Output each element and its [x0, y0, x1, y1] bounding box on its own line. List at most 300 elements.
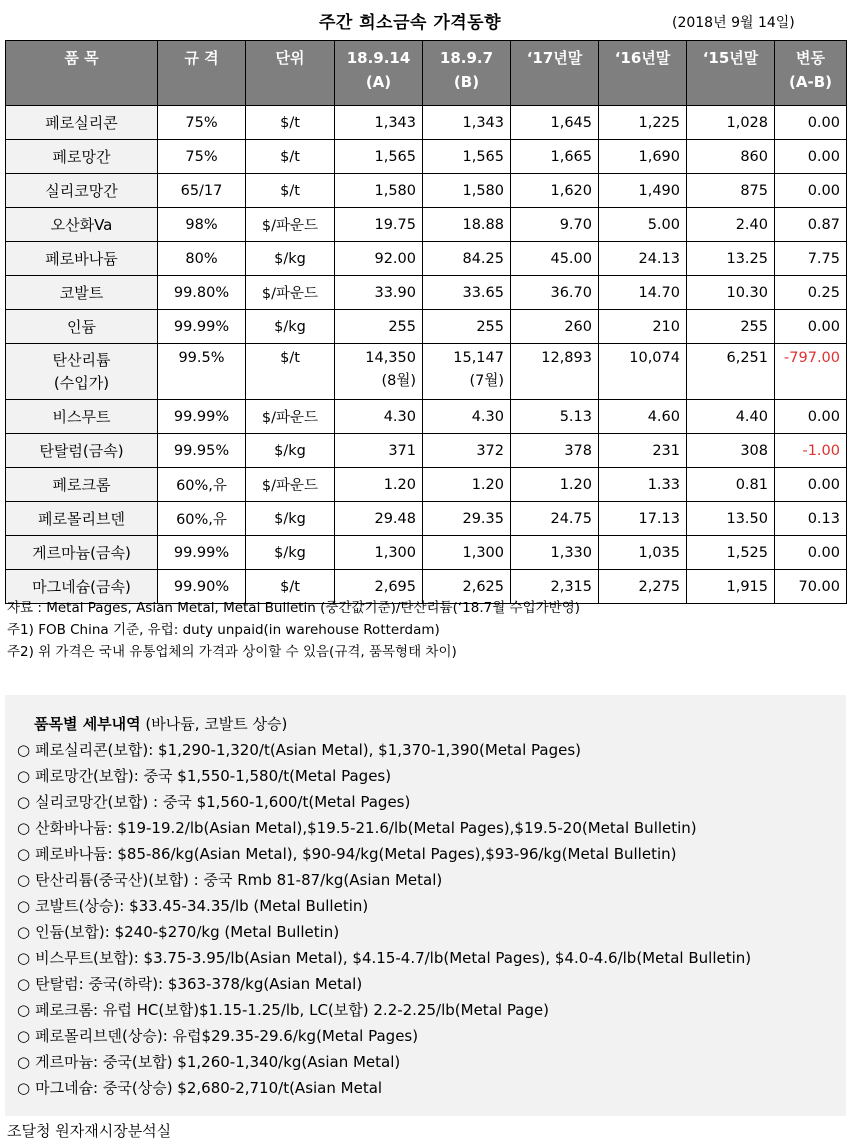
cell-price-a — [335, 174, 423, 208]
cell-change-value: 0.00 — [807, 544, 840, 561]
cell-end-2016-value: 210 — [652, 318, 680, 335]
cell-unit — [246, 344, 335, 400]
cell-item-value: 탄탈럼(금속) — [39, 442, 124, 460]
cell-end-2016-value: 1,035 — [638, 544, 680, 561]
cell-change — [775, 400, 847, 434]
cell-unit-value: $/t — [280, 114, 300, 131]
cell-price-a-value: 1,580 — [374, 182, 416, 199]
cell-price-a-value: 371 — [388, 442, 416, 459]
column-header — [599, 41, 687, 106]
page-title: 주간 희소금속 가격동향 — [318, 13, 502, 33]
cell-price-a — [335, 140, 423, 174]
cell-spec — [158, 242, 246, 276]
cell-change-value: 0.13 — [807, 510, 840, 527]
cell-unit — [246, 536, 335, 570]
cell-spec — [158, 106, 246, 140]
cell-end-2017-value: 1,665 — [550, 148, 592, 165]
cell-end-2016 — [599, 344, 687, 400]
cell-unit — [246, 276, 335, 310]
cell-unit — [246, 310, 335, 344]
cell-change-value: 0.00 — [807, 182, 840, 199]
cell-price-a-value: 1,343 — [374, 114, 416, 131]
column-header-line1: ‘15년말 — [702, 49, 759, 67]
column-header — [6, 41, 158, 106]
cell-item-value: 실리코망간 — [45, 182, 118, 200]
column-header — [423, 41, 511, 106]
cell-item — [6, 468, 158, 502]
circle-bullet-icon: ○ — [17, 1027, 31, 1045]
detail-heading — [34, 713, 287, 734]
cell-spec-value: 99.5% — [178, 350, 225, 366]
cell-unit — [246, 106, 335, 140]
cell-item — [6, 502, 158, 536]
detail-section — [5, 695, 846, 1116]
detail-item-text: 탄탈럼: 중국(하락): $363-378/kg(Asian Metal) — [35, 975, 363, 993]
cell-price-b-value: 4.30 — [471, 408, 504, 425]
cell-end-2016 — [599, 400, 687, 434]
cell-price-a-sub: (8월) — [381, 373, 416, 389]
cell-spec-value: 80% — [185, 250, 218, 267]
cell-change-value: 0.00 — [807, 476, 840, 493]
cell-end-2016-value: 5.00 — [647, 216, 680, 233]
cell-end-2016 — [599, 106, 687, 140]
circle-bullet-icon: ○ — [17, 1001, 31, 1019]
detail-item — [17, 789, 751, 815]
detail-item-text: 실리코망간(보합) : 중국 $1,560-1,600/t(Metal Pages) — [35, 793, 411, 811]
column-header — [158, 41, 246, 106]
cell-end-2015-value: 0.81 — [735, 476, 768, 493]
cell-unit-value: $/파운드 — [261, 410, 319, 426]
cell-end-2017-value: 5.13 — [559, 408, 592, 425]
cell-price-b-value: 1,580 — [462, 182, 504, 199]
cell-price-a-value: 92.00 — [374, 250, 416, 267]
cell-price-b — [423, 310, 511, 344]
table-row — [6, 276, 847, 310]
cell-item-value: 페로몰리브덴 — [38, 510, 125, 528]
cell-change — [775, 570, 847, 604]
cell-price-a-value: 1,565 — [374, 148, 416, 165]
cell-item — [6, 310, 158, 344]
cell-item-value: 페로바나듐 — [45, 250, 118, 268]
cell-end-2015 — [687, 242, 775, 276]
cell-item — [6, 174, 158, 208]
column-header-line1: 18.9.7 — [439, 49, 494, 67]
cell-change — [775, 536, 847, 570]
column-header-line2: (A) — [365, 73, 392, 91]
cell-end-2015 — [687, 174, 775, 208]
cell-change — [775, 344, 847, 400]
detail-item-text: 마그네슘: 중국(상승) $2,680-2,710/t(Asian Metal — [35, 1079, 383, 1097]
cell-end-2017-value: 260 — [564, 318, 592, 335]
cell-item — [6, 208, 158, 242]
cell-item — [6, 400, 158, 434]
cell-change — [775, 106, 847, 140]
cell-end-2017 — [511, 276, 599, 310]
cell-end-2016-value: 1.33 — [647, 476, 680, 493]
cell-end-2015-value: 1,525 — [726, 544, 768, 561]
circle-bullet-icon: ○ — [17, 871, 31, 889]
cell-end-2015 — [687, 276, 775, 310]
cell-price-b-value: 1.20 — [471, 476, 504, 493]
detail-item-text: 게르마늄: 중국(보합) $1,260-1,340/kg(Asian Metal) — [35, 1053, 401, 1071]
cell-end-2015-value: 2.40 — [735, 216, 768, 233]
cell-price-b — [423, 140, 511, 174]
cell-end-2017 — [511, 344, 599, 400]
detail-item — [17, 997, 751, 1023]
cell-end-2016 — [599, 502, 687, 536]
cell-unit-value: $/t — [280, 578, 300, 595]
cell-end-2017 — [511, 536, 599, 570]
cell-change — [775, 242, 847, 276]
cell-spec — [158, 174, 246, 208]
detail-item — [17, 1075, 751, 1101]
cell-price-a-value: 255 — [388, 318, 416, 335]
cell-change-value: -1.00 — [802, 442, 840, 459]
cell-unit — [246, 208, 335, 242]
cell-end-2017 — [511, 242, 599, 276]
cell-price-a — [335, 242, 423, 276]
cell-price-b-sub: (7월) — [469, 373, 504, 389]
note-1: 주1) FOB China 기준, 유럽: duty unpaid(in warehouse Rotterdam) — [7, 622, 440, 638]
table-row — [6, 208, 847, 242]
cell-change-value: 70.00 — [798, 578, 840, 595]
circle-bullet-icon: ○ — [17, 767, 31, 785]
cell-end-2015 — [687, 344, 775, 400]
cell-end-2016 — [599, 242, 687, 276]
table-row — [6, 400, 847, 434]
cell-end-2016-value: 17.13 — [638, 510, 680, 527]
detail-item — [17, 919, 751, 945]
cell-end-2016 — [599, 174, 687, 208]
cell-price-b — [423, 106, 511, 140]
cell-end-2017 — [511, 502, 599, 536]
cell-item-value: 탄산리튬 — [52, 350, 111, 369]
cell-end-2015-value: 1,915 — [726, 578, 768, 595]
cell-end-2017-value: 1,620 — [550, 182, 592, 199]
cell-item-value: 오산화Va — [50, 216, 113, 234]
column-header-line1: 규 격 — [184, 49, 219, 67]
cell-end-2016-value: 1,225 — [638, 114, 680, 131]
detail-item-text: 코발트(상승): $33.45-34.35/lb (Metal Bulletin) — [35, 897, 369, 915]
note-source: 자료 : Metal Pages, Asian Metal, Metal Bulletin (중간값기준)/탄산리튬(‘18.7월 수입가반영) — [7, 600, 581, 616]
detail-item — [17, 1049, 751, 1075]
cell-item — [6, 344, 158, 400]
circle-bullet-icon: ○ — [17, 949, 31, 967]
cell-price-a — [335, 400, 423, 434]
column-header-line1: ‘17년말 — [526, 49, 583, 67]
cell-unit — [246, 140, 335, 174]
cell-price-a — [335, 344, 423, 400]
circle-bullet-icon: ○ — [17, 923, 31, 941]
detail-item-text: 페로망간(보합): 중국 $1,550-1,580/t(Metal Pages) — [35, 767, 392, 785]
cell-unit-value: $/파운드 — [261, 478, 319, 494]
cell-spec — [158, 536, 246, 570]
circle-bullet-icon: ○ — [17, 819, 31, 837]
cell-change — [775, 468, 847, 502]
detail-item — [17, 971, 751, 997]
detail-item-text: 페로실리콘(보합): $1,290-1,320/t(Asian Metal), $1,370-1,390(Metal Pages) — [35, 741, 582, 759]
detail-item — [17, 867, 751, 893]
column-header-line1: 18.9.14 — [346, 49, 411, 67]
column-header — [511, 41, 599, 106]
cell-end-2016-value: 14.70 — [638, 284, 680, 301]
cell-change — [775, 434, 847, 468]
table-row — [6, 140, 847, 174]
cell-end-2017-value: 2,315 — [550, 578, 592, 595]
cell-end-2015-value: 10.30 — [726, 284, 768, 301]
detail-item — [17, 763, 751, 789]
detail-item — [17, 893, 751, 919]
cell-spec-value: 75% — [185, 148, 218, 165]
cell-end-2017 — [511, 468, 599, 502]
cell-unit-value: $/kg — [274, 544, 306, 561]
cell-end-2017-value: 45.00 — [550, 250, 592, 267]
detail-item-text: 탄산리튬(중국산)(보합) : 중국 Rmb 81-87/kg(Asian Metal) — [35, 871, 443, 889]
cell-price-b-value: 33.65 — [462, 284, 504, 301]
cell-spec-value: 98% — [185, 216, 218, 233]
cell-unit-value: $/kg — [274, 510, 306, 527]
cell-price-b — [423, 536, 511, 570]
cell-unit — [246, 174, 335, 208]
cell-end-2017 — [511, 174, 599, 208]
table-header-row — [6, 41, 847, 106]
cell-price-a — [335, 276, 423, 310]
cell-end-2016-value: 10,074 — [629, 350, 680, 366]
cell-item — [6, 434, 158, 468]
cell-unit — [246, 242, 335, 276]
column-header-line2: (A-B) — [789, 73, 832, 91]
cell-end-2015-value: 13.25 — [726, 250, 768, 267]
cell-price-b — [423, 242, 511, 276]
cell-end-2016 — [599, 536, 687, 570]
cell-end-2015-value: 875 — [740, 182, 768, 199]
cell-unit-value: $/t — [280, 182, 300, 199]
detail-list — [17, 737, 751, 1101]
table-row — [6, 468, 847, 502]
cell-spec — [158, 502, 246, 536]
cell-price-a — [335, 434, 423, 468]
cell-price-a-value: 29.48 — [374, 510, 416, 527]
cell-end-2017-value: 378 — [564, 442, 592, 459]
cell-end-2016-value: 1,690 — [638, 148, 680, 165]
cell-end-2016 — [599, 570, 687, 604]
cell-item — [6, 106, 158, 140]
cell-change-value: -797.00 — [784, 350, 840, 366]
cell-price-b-value: 29.35 — [462, 510, 504, 527]
cell-price-b — [423, 174, 511, 208]
cell-spec-value: 99.99% — [173, 408, 230, 425]
table-row — [6, 434, 847, 468]
cell-price-a-value: 1,300 — [374, 544, 416, 561]
detail-item-text: 비스무트(보합): $3.75-3.95/lb(Asian Metal), $4.15-4.7/lb(Metal Pages), $4.0-4.6/lb(Metal Bulletin) — [35, 949, 752, 967]
cell-end-2016 — [599, 310, 687, 344]
cell-price-a-value: 14,350 — [365, 350, 416, 366]
cell-change — [775, 502, 847, 536]
cell-end-2016 — [599, 208, 687, 242]
cell-price-b — [423, 344, 511, 400]
cell-price-b — [423, 208, 511, 242]
cell-end-2015 — [687, 400, 775, 434]
cell-end-2016 — [599, 140, 687, 174]
table-row — [6, 242, 847, 276]
column-header-line2: (B) — [453, 73, 480, 91]
column-header-line1: 변동 — [796, 49, 825, 67]
cell-spec — [158, 400, 246, 434]
cell-end-2017-value: 1.20 — [559, 476, 592, 493]
cell-end-2015 — [687, 536, 775, 570]
cell-unit-value: $/kg — [274, 250, 306, 267]
cell-end-2017-value: 36.70 — [550, 284, 592, 301]
column-header — [775, 41, 847, 106]
cell-price-b-value: 2,625 — [462, 578, 504, 595]
cell-spec — [158, 276, 246, 310]
cell-spec — [158, 208, 246, 242]
cell-end-2016-value: 2,275 — [638, 578, 680, 595]
cell-spec-value: 60%,유 — [176, 478, 227, 494]
cell-unit-value: $/파운드 — [261, 218, 319, 234]
cell-end-2015 — [687, 140, 775, 174]
cell-end-2015-value: 13.50 — [726, 510, 768, 527]
cell-price-b-value: 372 — [476, 442, 504, 459]
cell-end-2017 — [511, 310, 599, 344]
table-row — [6, 174, 847, 208]
detail-item-text: 페로바나듐: $85-86/kg(Asian Metal), $90-94/kg(Metal Pages),$93-96/kg(Metal Bulletin) — [35, 845, 677, 863]
table-row — [6, 536, 847, 570]
cell-unit — [246, 434, 335, 468]
cell-price-b — [423, 502, 511, 536]
cell-spec — [158, 140, 246, 174]
cell-end-2015 — [687, 434, 775, 468]
cell-change — [775, 276, 847, 310]
column-header-line1: 품 목 — [64, 49, 99, 67]
column-header — [246, 41, 335, 106]
circle-bullet-icon: ○ — [17, 741, 31, 759]
circle-bullet-icon: ○ — [17, 845, 31, 863]
cell-price-b-value: 18.88 — [462, 216, 504, 233]
cell-change-value: 0.00 — [807, 408, 840, 425]
cell-item-value: 코발트 — [59, 284, 104, 302]
cell-end-2017 — [511, 208, 599, 242]
cell-item — [6, 140, 158, 174]
cell-price-b-value: 84.25 — [462, 250, 504, 267]
cell-end-2016-value: 24.13 — [638, 250, 680, 267]
cell-end-2015-value: 1,028 — [726, 114, 768, 131]
detail-item-text: 페로크롬: 유럽 HC(보합)$1.15-1.25/lb, LC(보합) 2.2-2.25/lb(Metal Page) — [35, 1001, 549, 1019]
cell-item-value: 인듐 — [67, 318, 96, 336]
cell-end-2015 — [687, 502, 775, 536]
column-header — [335, 41, 423, 106]
cell-unit — [246, 468, 335, 502]
circle-bullet-icon: ○ — [17, 975, 31, 993]
detail-item — [17, 841, 751, 867]
source-notes — [7, 597, 580, 663]
column-header-line1: 단위 — [275, 49, 305, 67]
cell-change-value: 0.00 — [807, 148, 840, 165]
cell-end-2015 — [687, 468, 775, 502]
circle-bullet-icon: ○ — [17, 793, 31, 811]
cell-change — [775, 310, 847, 344]
cell-change-value: 0.00 — [807, 318, 840, 335]
note-2: 주2) 위 가격은 국내 유통업체의 가격과 상이할 수 있음(규격, 품목형태 차이) — [7, 644, 457, 660]
table-row — [6, 106, 847, 140]
cell-item-sub: (수입가) — [53, 373, 110, 392]
cell-change-value: 0.87 — [807, 216, 840, 233]
circle-bullet-icon: ○ — [17, 897, 31, 915]
cell-price-b — [423, 276, 511, 310]
cell-end-2016 — [599, 276, 687, 310]
cell-change-value: 0.00 — [807, 114, 840, 131]
cell-price-a-value: 19.75 — [374, 216, 416, 233]
cell-unit — [246, 400, 335, 434]
cell-price-a — [335, 310, 423, 344]
cell-unit — [246, 502, 335, 536]
cell-price-a — [335, 536, 423, 570]
cell-spec-value: 60%,유 — [176, 512, 227, 528]
cell-end-2017-value: 1,645 — [550, 114, 592, 131]
cell-spec — [158, 434, 246, 468]
table-row — [6, 310, 847, 344]
cell-end-2017 — [511, 400, 599, 434]
cell-item-value: 마그네슘(금속) — [32, 578, 131, 596]
cell-price-a — [335, 106, 423, 140]
cell-end-2016 — [599, 468, 687, 502]
cell-end-2017-value: 1,330 — [550, 544, 592, 561]
cell-item — [6, 242, 158, 276]
cell-spec — [158, 344, 246, 400]
circle-bullet-icon: ○ — [17, 1079, 31, 1097]
cell-item-value: 페로망간 — [52, 148, 111, 166]
cell-price-a-value: 1.20 — [383, 476, 416, 493]
cell-end-2017-value: 12,893 — [541, 350, 592, 366]
cell-unit-value: $/kg — [274, 318, 306, 335]
cell-item-value: 페로실리콘 — [45, 114, 118, 132]
detail-item — [17, 737, 751, 763]
cell-spec-value: 99.80% — [173, 284, 230, 301]
table-row — [6, 502, 847, 536]
cell-end-2015-value: 860 — [740, 148, 768, 165]
cell-end-2016-value: 4.60 — [647, 408, 680, 425]
detail-item — [17, 815, 751, 841]
detail-heading-rest: (바나듐, 코발트 상승) — [140, 715, 288, 733]
cell-price-a — [335, 468, 423, 502]
cell-change — [775, 208, 847, 242]
cell-change-value: 7.75 — [807, 250, 840, 267]
cell-price-a — [335, 502, 423, 536]
cell-spec-value: 75% — [185, 114, 218, 131]
price-table — [5, 40, 847, 604]
cell-item — [6, 536, 158, 570]
cell-item-value: 게르마늄(금속) — [32, 544, 131, 562]
cell-change — [775, 174, 847, 208]
cell-unit-value: $/t — [280, 148, 300, 165]
column-header — [687, 41, 775, 106]
cell-end-2017 — [511, 106, 599, 140]
cell-end-2015-value: 6,251 — [726, 350, 768, 366]
cell-price-b — [423, 468, 511, 502]
detail-heading-bold: 품목별 세부내역 — [34, 715, 141, 733]
cell-end-2015 — [687, 106, 775, 140]
cell-price-a-value: 2,695 — [374, 578, 416, 595]
footer-org: 조달청 원자재시장분석실 — [7, 1122, 172, 1140]
detail-item — [17, 1023, 751, 1049]
cell-end-2017 — [511, 434, 599, 468]
cell-end-2016 — [599, 434, 687, 468]
cell-spec-value: 99.95% — [173, 442, 230, 459]
cell-end-2015 — [687, 208, 775, 242]
table-row — [6, 344, 847, 400]
cell-price-b-value: 1,565 — [462, 148, 504, 165]
cell-price-b-value: 1,300 — [462, 544, 504, 561]
